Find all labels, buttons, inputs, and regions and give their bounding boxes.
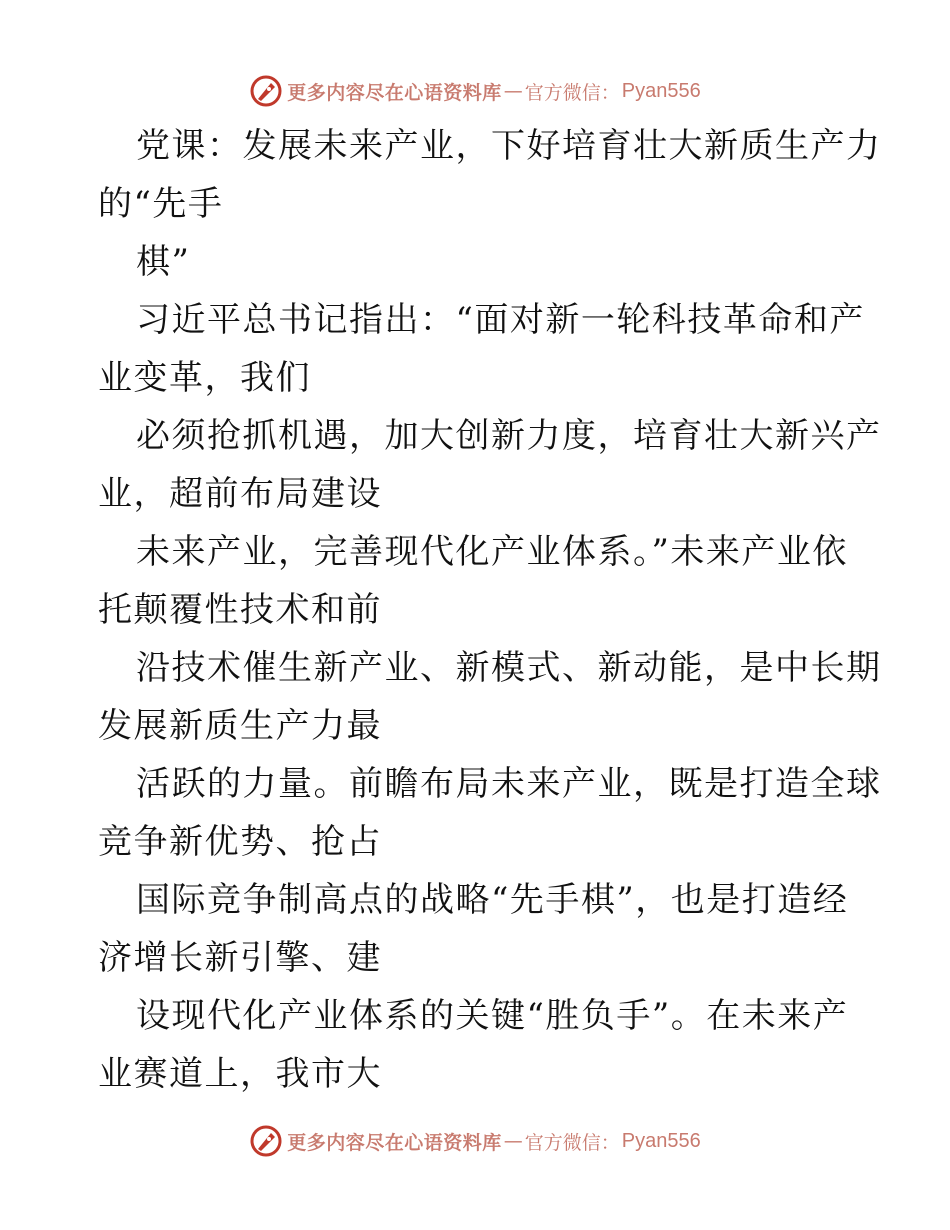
footer-watermark-banner xyxy=(0,1121,950,1161)
pen-nib-logo-icon xyxy=(249,1124,283,1158)
pen-nib-logo-icon xyxy=(249,74,283,108)
banner-separator: — xyxy=(503,80,523,102)
document-line: 业变革，我们 xyxy=(98,358,311,398)
document-line: 棋” xyxy=(136,242,191,282)
document-line: 未来产业，完善现代化产业体系。”未来产业依 xyxy=(136,532,848,572)
header-watermark-banner xyxy=(0,71,950,111)
document-line: 沿技术催生新产业、新模式、新动能，是中长期 xyxy=(136,648,882,688)
banner-separator: — xyxy=(503,1130,523,1152)
document-line: 国际竞争制高点的战略“先手棋”，也是打造经 xyxy=(136,880,849,920)
document-line: 托颠覆性技术和前 xyxy=(98,590,382,630)
document-line: 习近平总书记指出：“面对新一轮科技革命和产 xyxy=(136,300,865,340)
document-body xyxy=(98,117,882,1103)
document-line: 的“先手 xyxy=(98,184,224,224)
document-line: 活跃的力量。前瞻布局未来产业，既是打造全球 xyxy=(136,764,882,804)
banner-wechat-id: Pyan556 xyxy=(621,79,701,102)
document-line: 必须抢抓机遇，加大创新力度，培育壮大新兴产 xyxy=(136,416,882,456)
document-line: 设现代化产业体系的关键“胜负手”。在未来产 xyxy=(136,996,849,1036)
document-line: 竞争新优势、抢占 xyxy=(98,822,382,862)
banner-wechat-id: Pyan556 xyxy=(621,1129,701,1152)
document-line: 业赛道上，我市大 xyxy=(98,1054,382,1094)
document-line: 济增长新引擎、建 xyxy=(98,938,382,978)
document-line: 发展新质生产力最 xyxy=(98,706,382,746)
document-line: 业，超前布局建设 xyxy=(98,474,382,514)
banner-main-text: 更多内容尽在心语资料库 xyxy=(287,1131,502,1154)
banner-wechat-label: 官方微信： xyxy=(524,1131,620,1154)
banner-wechat-label: 官方微信： xyxy=(524,81,620,104)
document-line: 党课：发展未来产业，下好培育壮大新质生产力 xyxy=(136,126,882,166)
banner-main-text: 更多内容尽在心语资料库 xyxy=(287,81,502,104)
